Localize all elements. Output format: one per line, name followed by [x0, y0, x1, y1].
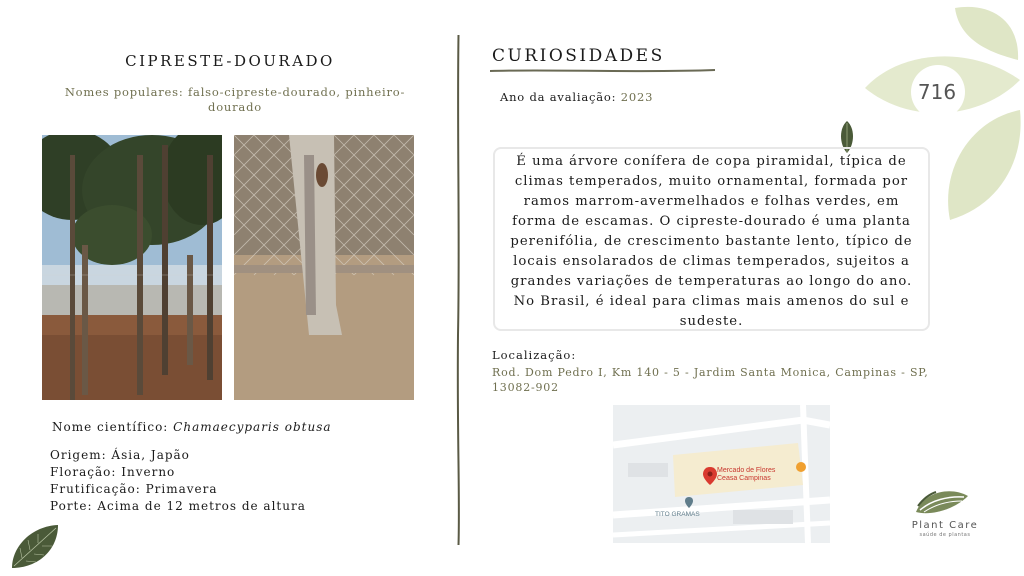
map-poi-label: TITO GRAMAS [655, 511, 700, 518]
description: É uma árvore conífera de copa piramidal, típica de climas temperados, muito ornamental, formada por ramos marrom-avermelhados e folhas verdes, em forma de escamas. O cipreste-dourado é uma planta perenifólia, de crescimento bastante lento, típico de locais ensolarados de climas temperados, sujeitos a grandes variações de temperaturas ao longo do ano. No Brasil, é ideal para climas mais amenos do sul e sudeste. [493, 147, 930, 331]
year-label: Ano da avaliação: [500, 90, 621, 104]
badge-number: 716 [917, 80, 957, 104]
brand-name: Plant Care [911, 520, 979, 531]
popular-names: Nomes populares: falso-cipreste-dourado, pinheiro-dourado [64, 85, 406, 114]
tree-photo [42, 135, 222, 400]
trunk-photo [234, 135, 414, 400]
scientific-name-value: Chamaecyparis obtusa [173, 420, 332, 434]
location-label: Localização: [492, 348, 577, 362]
plant-title: CIPRESTE-DOURADO [125, 52, 335, 70]
brand-tagline: saúde de plantas [919, 532, 971, 538]
divider [456, 35, 461, 545]
location-address: Rod. Dom Pedro I, Km 140 - 5 - Jardim Santa Monica, Campinas - SP, 13082-902 [492, 366, 929, 394]
evaluation-year [500, 90, 653, 104]
plant-facts [50, 447, 306, 515]
plant-care-logo-icon [914, 486, 970, 518]
location-map[interactable] [613, 405, 830, 543]
title-underline [490, 67, 715, 75]
size: Porte: Acima de 12 metros de altura [50, 499, 306, 513]
year-value: 2023 [620, 90, 654, 104]
flowering: Floração: Inverno [50, 465, 176, 479]
fruiting: Frutificação: Primavera [50, 482, 218, 496]
curiosities-title: CURIOSIDADES [492, 46, 665, 66]
leaf-icon [8, 522, 62, 572]
origin: Origem: Ásia, Japão [50, 448, 190, 462]
map-place-name: Mercado de Flores Ceasa Campinas [717, 467, 776, 482]
scientific-name-label: Nome científico: [52, 420, 174, 434]
scientific-name [52, 420, 332, 434]
